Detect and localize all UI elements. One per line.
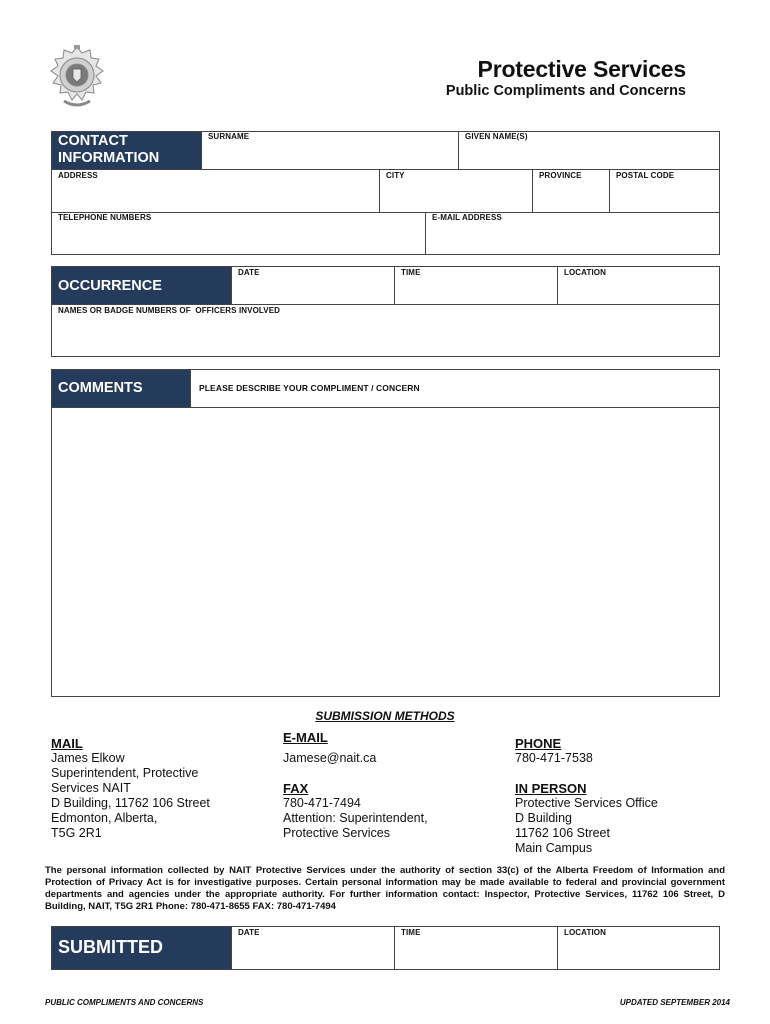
email-method-address[interactable]: Jamese@nait.ca [283, 751, 377, 765]
in-person-line: D Building [515, 811, 572, 825]
officers-involved-label: NAMES OR BADGE NUMBERS OF OFFICERS INVOLVED [58, 306, 281, 315]
submitted-heading-text: SUBMITTED [58, 937, 163, 957]
occurrence-time-label: TIME [401, 268, 421, 277]
comments-textarea[interactable] [51, 407, 720, 697]
mail-line: Edmonton, Alberta, [51, 811, 158, 825]
address-label: ADDRESS [58, 171, 98, 180]
protective-services-crest-logo [44, 45, 110, 115]
postal-code-label: POSTAL CODE [616, 171, 675, 180]
mail-line: Superintendent, Protective [51, 766, 199, 780]
mail-address-block [51, 751, 210, 841]
city-label: CITY [386, 171, 405, 180]
submitted-location-label: LOCATION [564, 928, 606, 937]
in-person-line: 11762 106 Street [515, 826, 610, 840]
submission-methods-title: SUBMISSION METHODS [315, 709, 455, 723]
occurrence-date-label: DATE [238, 268, 260, 277]
comments-prompt-label: PLEASE DESCRIBE YOUR COMPLIMENT / CONCERN [199, 383, 420, 393]
email-method-heading: E-MAIL [283, 730, 328, 745]
mail-line: T5G 2R1 [51, 826, 102, 840]
page-subtitle: Public Compliments and Concerns [445, 83, 686, 99]
fax-heading: FAX [283, 781, 309, 796]
phone-number: 780-471-7538 [515, 751, 593, 765]
in-person-heading: IN PERSON [515, 781, 587, 796]
contact-heading [52, 132, 201, 169]
occurrence-heading-text: OCCURRENCE [58, 278, 162, 294]
fax-line: Protective Services [283, 826, 390, 840]
mail-line: James Elkow [51, 751, 125, 765]
mail-line: Services NAIT [51, 781, 131, 795]
province-label: PROVINCE [539, 171, 582, 180]
surname-label: SURNAME [208, 132, 250, 141]
page-title: Protective Services [477, 56, 686, 82]
phone-heading: PHONE [515, 736, 562, 751]
mail-heading: MAIL [51, 736, 83, 751]
fax-block [283, 796, 428, 841]
submitted-date-label: DATE [238, 928, 260, 937]
telephone-label: TELEPHONE NUMBERS [58, 213, 152, 222]
occurrence-location-label: LOCATION [564, 268, 606, 277]
occurrence-heading [52, 267, 231, 304]
contact-heading-line1: CONTACT [58, 133, 128, 149]
contact-heading-line2: INFORMATION [58, 150, 160, 166]
in-person-line: Main Campus [515, 841, 593, 855]
footer-left: PUBLIC COMPLIMENTS AND CONCERNS [45, 998, 204, 1007]
comments-heading [52, 370, 191, 407]
address-field[interactable] [51, 169, 380, 213]
fax-line: 780-471-7494 [283, 796, 361, 810]
footer-right: UPDATED SEPTEMBER 2014 [619, 998, 730, 1007]
submitted-time-label: TIME [401, 928, 421, 937]
email-label: E-MAIL ADDRESS [432, 213, 502, 222]
in-person-block [515, 796, 658, 856]
mail-line: D Building, 11762 106 Street [51, 796, 210, 810]
fax-line: Attention: Superintendent, [283, 811, 428, 825]
submitted-heading [52, 927, 231, 969]
in-person-line: Protective Services Office [515, 796, 658, 810]
given-names-label: GIVEN NAME(S) [465, 132, 528, 141]
privacy-notice: The personal information collected by NAIT Protective Services under the authority of section 33(c) of the Alberta Freedom of Information and Protection of Privacy Act is for investigative purposes. Certain personal information may be made available to federal and provincial government departments and agencies under the appropriate authority. For further information contact: Inspector, Protective Services, 11762 106 Street, D Building, NAIT, T5G 2R1 Phone: 780-471-8655 FAX: 780-471-7494 [45, 865, 725, 912]
comments-heading-text: COMMENTS [58, 380, 143, 396]
